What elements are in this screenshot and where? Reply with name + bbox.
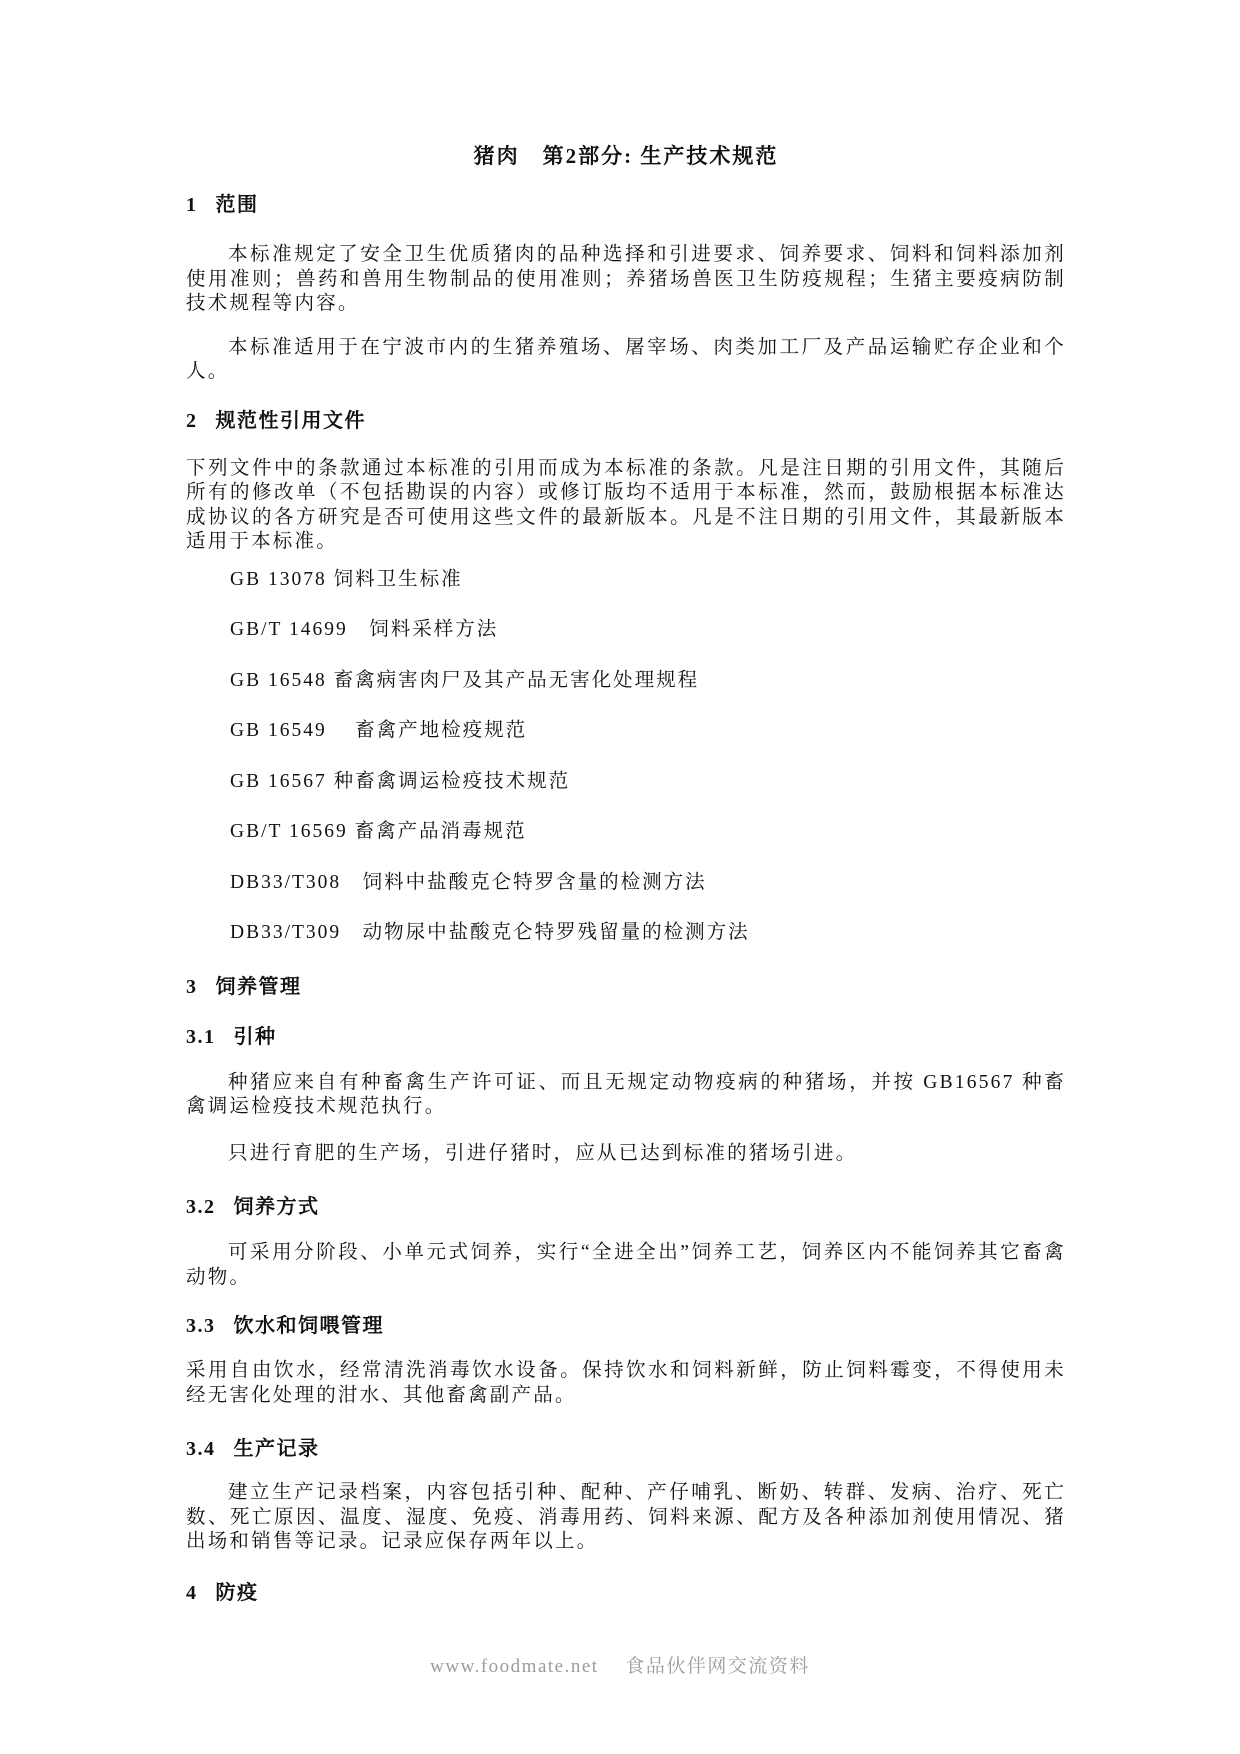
section-4-title: 防疫 bbox=[215, 1581, 259, 1604]
section-3-2-title: 饲养方式 bbox=[233, 1196, 320, 1218]
section-3-4-title: 生产记录 bbox=[233, 1438, 320, 1460]
section-1-number: 1 bbox=[186, 194, 198, 216]
reference-item: DB33/T309 动物尿中盐酸克仑特罗残留量的检测方法 bbox=[230, 922, 750, 943]
section-3-1-heading bbox=[186, 1024, 1066, 1050]
reference-item: GB/T 16569 畜禽产品消毒规范 bbox=[230, 821, 527, 842]
section-3-4-heading bbox=[186, 1436, 1066, 1462]
section-3-3-title: 饮水和饲喂管理 bbox=[233, 1315, 384, 1337]
section-3-1-title: 引种 bbox=[233, 1025, 277, 1048]
section-3-1-paragraph-1: 种猪应来自有种畜禽生产许可证、而且无规定动物疫病的种猪场，并按 GB16567 种畜禽调运检疫技术规范执行。 bbox=[186, 1071, 1066, 1117]
section-2-number: 2 bbox=[186, 409, 198, 432]
section-4-number: 4 bbox=[186, 1581, 198, 1604]
section-3-4-number: 3.4 bbox=[186, 1438, 216, 1460]
section-2-title: 规范性引用文件 bbox=[215, 409, 366, 432]
reference-item: DB33/T308 饲料中盐酸克仑特罗含量的检测方法 bbox=[230, 871, 707, 893]
section-3-3-number: 3.3 bbox=[186, 1315, 216, 1337]
section-3-1-paragraph-2: 只进行育肥的生产场，引进仔猪时，应从已达到标准的猪场引进。 bbox=[228, 1142, 858, 1164]
doc-title: 猪肉 第2部分: 生产技术规范 bbox=[473, 144, 779, 168]
section-1-paragraph-1: 本标准规定了安全卫生优质猪肉的品种选择和引进要求、饲养要求、饲料和饲料添加剂使用准则；兽药和兽用生物制品的使用准则；养猪场兽医卫生防疫规程；生猪主要疫病防制技术规程等内容。 bbox=[186, 244, 1066, 314]
section-3-number: 3 bbox=[186, 975, 198, 998]
section-3-heading bbox=[186, 974, 1066, 1000]
section-3-title: 饲养管理 bbox=[215, 975, 302, 998]
section-3-4-paragraph-1: 建立生产记录档案，内容包括引种、配种、产仔哺乳、断奶、转群、发病、治疗、死亡数、死亡原因、温度、湿度、免疫、消毒用药、饲料来源、配方及各种添加剂使用情况、猪出场和销售等记录。记录应保存两年以上。 bbox=[186, 1482, 1066, 1552]
reference-item: GB/T 14699 饲料采样方法 bbox=[230, 619, 499, 640]
section-3-2-number: 3.2 bbox=[186, 1196, 216, 1218]
section-3-2-paragraph-1: 可采用分阶段、小单元式饲养，实行“全进全出”饲养工艺，饲养区内不能饲养其它畜禽动物。 bbox=[186, 1242, 1066, 1288]
section-2-intro: 下列文件中的条款通过本标准的引用而成为本标准的条款。凡是注日期的引用文件，其随后所有的修改单（不包括勘误的内容）或修订版均不适用于本标准，然而，鼓励根据本标准达成协议的各方研究是否可使用这些文件的最新版本。凡是不注日期的引用文件，其最新版本适用于本标准。 bbox=[186, 457, 1066, 552]
footer-watermark: www.foodmate.net 食品伙伴网交流资料 bbox=[430, 1656, 810, 1677]
section-2-heading bbox=[186, 408, 1066, 434]
section-3-3-paragraph-1: 采用自由饮水，经常清洗消毒饮水设备。保持饮水和饲料新鲜，防止饲料霉变，不得使用未经无害化处理的泔水、其他畜禽副产品。 bbox=[186, 1360, 1066, 1406]
section-3-3-heading bbox=[186, 1313, 1066, 1339]
section-1-title: 范围 bbox=[215, 194, 259, 216]
reference-item: GB 16548 畜禽病害肉尸及其产品无害化处理规程 bbox=[230, 669, 700, 691]
section-4-heading bbox=[186, 1580, 1066, 1606]
section-3-2-heading bbox=[186, 1194, 1066, 1220]
reference-item: GB 16567 种畜禽调运检疫技术规范 bbox=[230, 770, 571, 792]
reference-item: GB 13078 饲料卫生标准 bbox=[230, 568, 463, 590]
section-1-heading bbox=[186, 192, 1066, 218]
reference-item: GB 16549 畜禽产地检疫规范 bbox=[230, 720, 528, 741]
section-3-1-number: 3.1 bbox=[186, 1025, 216, 1048]
section-1-paragraph-2: 本标准适用于在宁波市内的生猪养殖场、屠宰场、肉类加工厂及产品运输贮存企业和个人。 bbox=[186, 336, 1066, 382]
